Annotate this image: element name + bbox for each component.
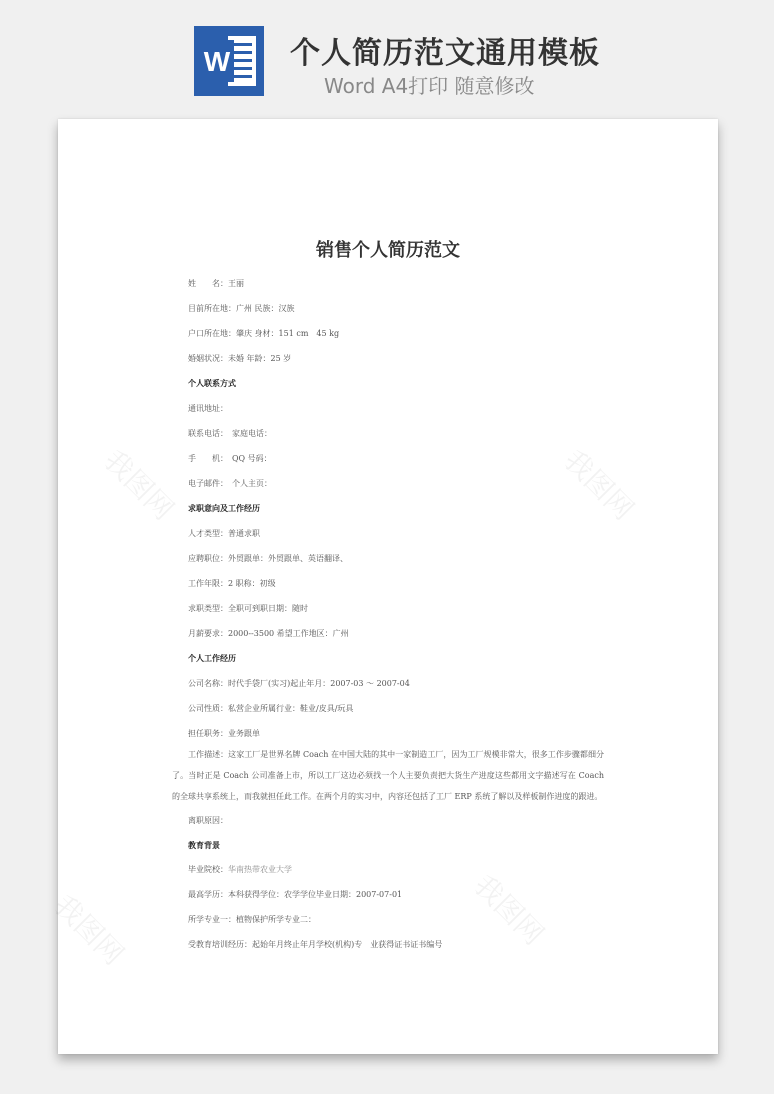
section-heading: 个人联系方式 (188, 379, 236, 388)
resume-line: 联系电话： 家庭电话： (188, 429, 272, 438)
document-page (47, 119, 718, 1054)
header (0, 0, 774, 110)
resume-line: 公司名称：时代手袋厂(实习)起止年月：2007-03 ～ 2007-04 (188, 679, 410, 688)
resume-line: 受教育培训经历：起始年月终止年月学校(机构)专 业获得证书证书编号 (188, 940, 443, 949)
resume-line: 担任职务：业务跟单 (188, 729, 260, 738)
resume-line: 求职类型：全职可到职日期：随时 (188, 604, 308, 613)
school-label: 毕业院校： (188, 865, 228, 874)
document-title: 销售个人简历范文 (316, 240, 460, 261)
watermark: 我图网 (47, 888, 131, 972)
resume-line: 公司性质：私营企业所属行业：鞋业/皮具/玩具 (188, 704, 354, 713)
school-value: 华南热带农业大学 (228, 865, 292, 874)
resume-line: 婚姻状况：未婚 年龄：25 岁 (188, 354, 292, 363)
main-title: 个人简历范文通用模板 (290, 36, 600, 71)
resume-line: 姓 名：王丽 (188, 279, 244, 288)
section-heading: 教育背景 (188, 841, 220, 850)
resume-line: 手 机： QQ 号码： (188, 454, 272, 463)
work-description: 工作描述：这家工厂是世界名牌 Coach 在中国大陆的其中一家制造工厂，因为工厂规模非常大，很多工作步骤都细分了。当时正是 Coach 公司准备上市，所以工厂这边必须找一个人主要负责把大货生产进度这些都用文字描述写在 Coach 的全球共享系统上，而我就担任此工作。在两个月的实习中，内容还包括了工厂 ERP 系统了解以及样板制作进度的跟进。 (172, 750, 604, 801)
resume-line: 应聘职位：外贸跟单：外贸跟单、英语翻译、 (188, 554, 348, 563)
resume-line: 人才类型：普通求职 (188, 529, 260, 538)
word-letter: W (203, 46, 231, 77)
school-line (188, 864, 292, 875)
resume-line: 所学专业一：植物保护所学专业二： (188, 915, 316, 924)
word-icon (194, 26, 264, 96)
section-heading: 求职意向及工作经历 (188, 504, 260, 513)
section-heading: 个人工作经历 (188, 654, 236, 663)
resume-line: 月薪要求：2000--3500 希望工作地区：广州 (188, 629, 349, 638)
resume-line: 目前所在地：广州 民族：汉族 (188, 304, 295, 313)
resume-line: 通讯地址： (188, 404, 228, 413)
watermark: 我图网 (557, 443, 641, 527)
leave-reason: 离职原因： (188, 816, 228, 825)
watermark: 我图网 (97, 443, 181, 527)
resume-line: 户口所在地：肇庆 身材：151 cm 45 kg (188, 329, 340, 338)
sub-title: Word A4打印 随意修改 (324, 74, 535, 98)
resume-line: 工作年限：2 职称：初级 (188, 579, 276, 588)
resume-line: 电子邮件： 个人主页： (188, 479, 272, 488)
resume-line: 最高学历：本科获得学位：农学学位毕业日期：2007-07-01 (188, 890, 403, 899)
watermark: 我图网 (467, 868, 551, 952)
